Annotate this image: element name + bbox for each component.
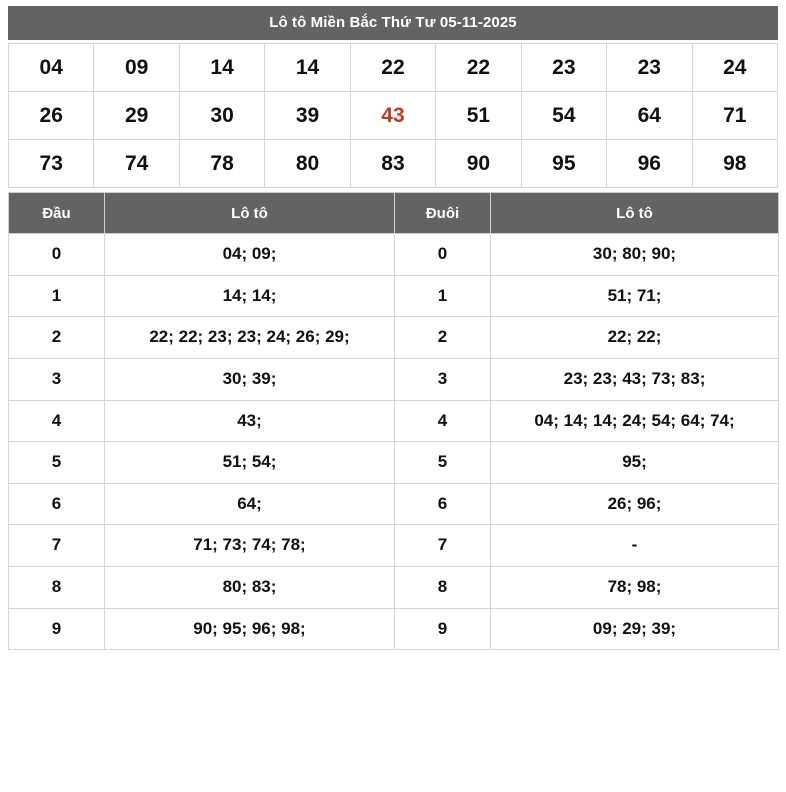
number-cell: 22 (350, 44, 435, 92)
duoi-values: 95; (491, 442, 779, 484)
number-cell: 14 (265, 44, 350, 92)
header-row (9, 193, 779, 234)
number-cell: 95 (521, 140, 606, 188)
number-cell: 73 (9, 140, 94, 188)
dau-key: 0 (9, 234, 105, 276)
duoi-key: 2 (395, 317, 491, 359)
number-cell: 96 (607, 140, 692, 188)
number-cell: 51 (436, 92, 521, 140)
dau-key: 4 (9, 400, 105, 442)
numbers-grid (8, 43, 778, 188)
dau-values: 80; 83; (105, 567, 395, 609)
dau-key: 9 (9, 608, 105, 650)
duoi-key: 8 (395, 567, 491, 609)
number-cell: 83 (350, 140, 435, 188)
number-cell: 30 (179, 92, 264, 140)
dau-values: 14; 14; (105, 275, 395, 317)
head-tail-table-body (9, 234, 779, 650)
column-header-loto-right: Lô tô (491, 193, 779, 234)
duoi-key: 7 (395, 525, 491, 567)
dau-values: 64; (105, 483, 395, 525)
duoi-key: 9 (395, 608, 491, 650)
table-row (9, 483, 779, 525)
numbers-grid-body (9, 44, 778, 188)
number-cell: 04 (9, 44, 94, 92)
number-cell: 98 (692, 140, 778, 188)
table-row (9, 275, 779, 317)
dau-values: 43; (105, 400, 395, 442)
column-header-loto-left: Lô tô (105, 193, 395, 234)
number-cell: 23 (521, 44, 606, 92)
table-row (9, 317, 779, 359)
duoi-values: 30; 80; 90; (491, 234, 779, 276)
duoi-key: 4 (395, 400, 491, 442)
table-row (9, 525, 779, 567)
dau-values: 04; 09; (105, 234, 395, 276)
number-cell: 71 (692, 92, 778, 140)
dau-values: 22; 22; 23; 23; 24; 26; 29; (105, 317, 395, 359)
numbers-grid-row (9, 44, 778, 92)
dau-key: 7 (9, 525, 105, 567)
number-cell: 64 (607, 92, 692, 140)
number-cell: 78 (179, 140, 264, 188)
duoi-values: 22; 22; (491, 317, 779, 359)
dau-key: 8 (9, 567, 105, 609)
number-cell: 14 (179, 44, 264, 92)
duoi-key: 5 (395, 442, 491, 484)
dau-values: 90; 95; 96; 98; (105, 608, 395, 650)
table-row (9, 608, 779, 650)
number-cell: 24 (692, 44, 778, 92)
column-header-duoi: Đuôi (395, 193, 491, 234)
dau-key: 2 (9, 317, 105, 359)
dau-values: 71; 73; 74; 78; (105, 525, 395, 567)
dau-key: 6 (9, 483, 105, 525)
duoi-values: 23; 23; 43; 73; 83; (491, 358, 779, 400)
column-header-dau: Đầu (9, 193, 105, 234)
numbers-grid-row (9, 92, 778, 140)
duoi-values: 04; 14; 14; 24; 54; 64; 74; (491, 400, 779, 442)
table-row (9, 567, 779, 609)
head-tail-table-header (9, 193, 779, 234)
table-row (9, 358, 779, 400)
duoi-values: 78; 98; (491, 567, 779, 609)
duoi-key: 3 (395, 358, 491, 400)
number-cell: 22 (436, 44, 521, 92)
number-cell: 26 (9, 92, 94, 140)
dau-key: 3 (9, 358, 105, 400)
duoi-values: - (491, 525, 779, 567)
table-row (9, 442, 779, 484)
number-cell: 39 (265, 92, 350, 140)
duoi-values: 26; 96; (491, 483, 779, 525)
dau-key: 5 (9, 442, 105, 484)
duoi-key: 6 (395, 483, 491, 525)
number-cell: 29 (94, 92, 179, 140)
duoi-values: 09; 29; 39; (491, 608, 779, 650)
dau-values: 30; 39; (105, 358, 395, 400)
number-cell: 74 (94, 140, 179, 188)
number-cell: 54 (521, 92, 606, 140)
dau-values: 51; 54; (105, 442, 395, 484)
number-cell-highlighted: 43 (350, 92, 435, 140)
number-cell: 09 (94, 44, 179, 92)
duoi-key: 1 (395, 275, 491, 317)
number-cell: 80 (265, 140, 350, 188)
table-row (9, 400, 779, 442)
head-tail-table (8, 192, 779, 650)
numbers-grid-row (9, 140, 778, 188)
duoi-values: 51; 71; (491, 275, 779, 317)
number-cell: 23 (607, 44, 692, 92)
table-row (9, 234, 779, 276)
duoi-key: 0 (395, 234, 491, 276)
number-cell: 90 (436, 140, 521, 188)
page-title: Lô tô Miền Bắc Thứ Tư 05-11-2025 (8, 6, 778, 40)
dau-key: 1 (9, 275, 105, 317)
